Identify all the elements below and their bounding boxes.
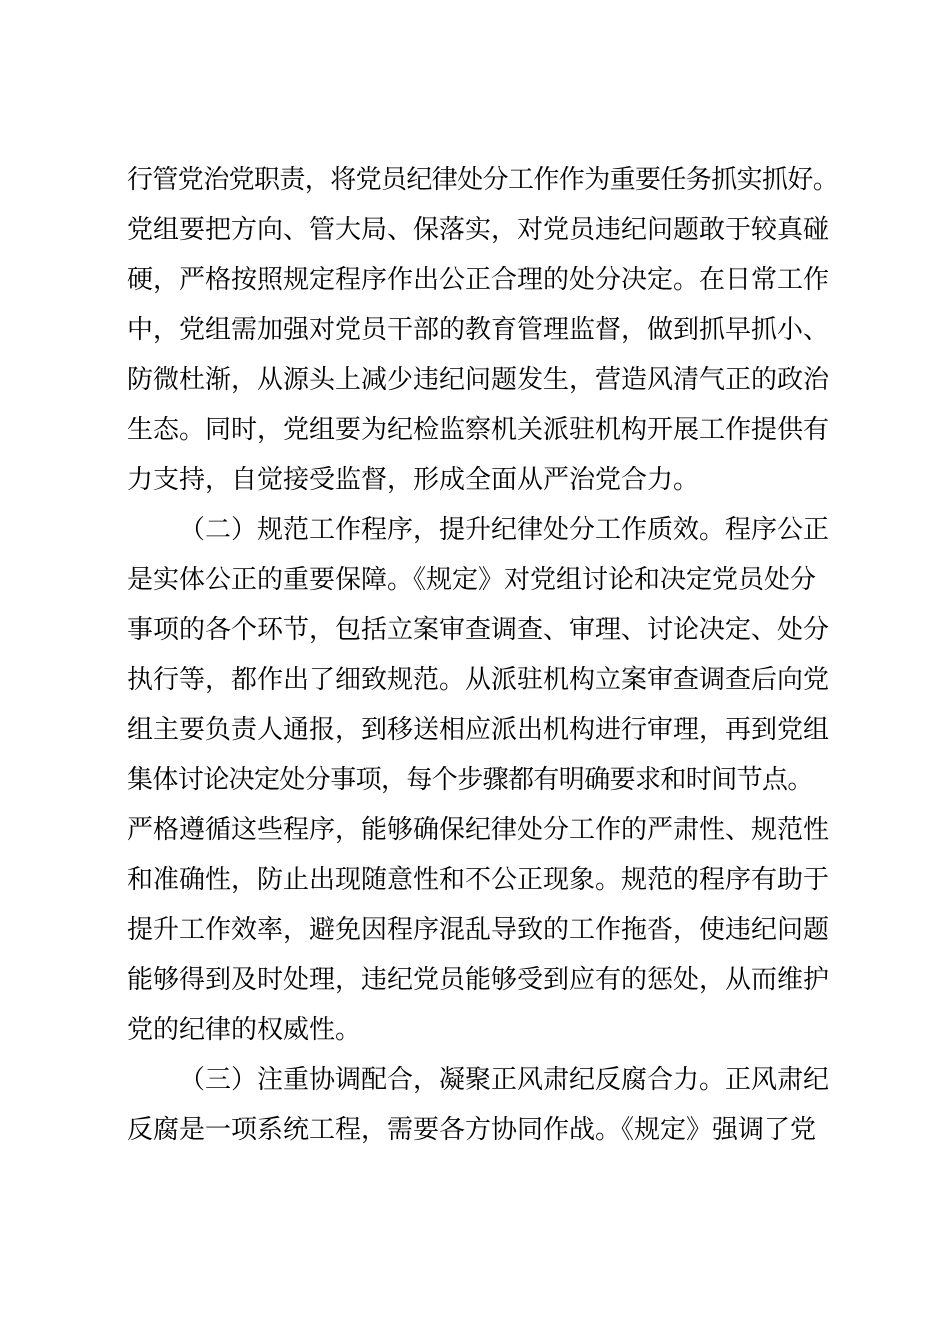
text-line: 中，党组需加强对党员干部的教育管理监督，做到抓早抓小、 (127, 315, 830, 345)
text-line: 能够得到及时处理，违纪党员能够受到应有的惩处，从而维护 (127, 965, 830, 995)
text-line: 防微杜渐，从源头上减少违纪问题发生，营造风清气正的政治 (127, 365, 830, 395)
text-line: 党组要把方向、管大局、保落实，对党员违纪问题敢于较真碰 (127, 215, 830, 245)
text-line: 生态。同时，党组要为纪检监察机关派驻机构开展工作提供有 (127, 415, 830, 445)
text-line: 事项的各个环节，包括立案审查调查、审理、讨论决定、处分 (127, 615, 830, 645)
text-line: 提升工作效率，避免因程序混乱导致的工作拖沓，使违纪问题 (127, 915, 830, 945)
text-line: 党的纪律的权威性。 (127, 1015, 362, 1045)
text-line: 是实体公正的重要保障。《规定》对党组讨论和决定党员处分 (127, 565, 817, 595)
text-line: 严格遵循这些程序，能够确保纪律处分工作的严肃性、规范性 (127, 815, 830, 845)
text-line: 集体讨论决定处分事项，每个步骤都有明确要求和时间节点。 (127, 765, 813, 795)
section-heading-line: （三）注重协调配合，凝聚正风肃纪反腐合力。正风肃纪 (179, 1065, 830, 1095)
document-body (127, 155, 847, 1155)
text-line: 反腐是一项系统工程，需要各方协同作战。《规定》强调了党 (127, 1115, 817, 1145)
text-line: 和准确性，防止出现随意性和不公正现象。规范的程序有助于 (127, 865, 830, 895)
text-line: 行管党治党职责，将党员纪律处分工作作为重要任务抓实抓好。 (127, 165, 839, 195)
text-line: 硬，严格按照规定程序作出公正合理的处分决定。在日常工作 (127, 265, 830, 295)
text-line: 组主要负责人通报，到移送相应派出机构进行审理，再到党组 (127, 715, 830, 745)
text-line: 力支持，自觉接受监督，形成全面从严治党合力。 (127, 465, 700, 495)
section-heading-line: （二）规范工作程序，提升纪律处分工作质效。程序公正 (179, 515, 830, 545)
text-line: 执行等，都作出了细致规范。从派驻机构立案审查调查后向党 (127, 665, 830, 695)
